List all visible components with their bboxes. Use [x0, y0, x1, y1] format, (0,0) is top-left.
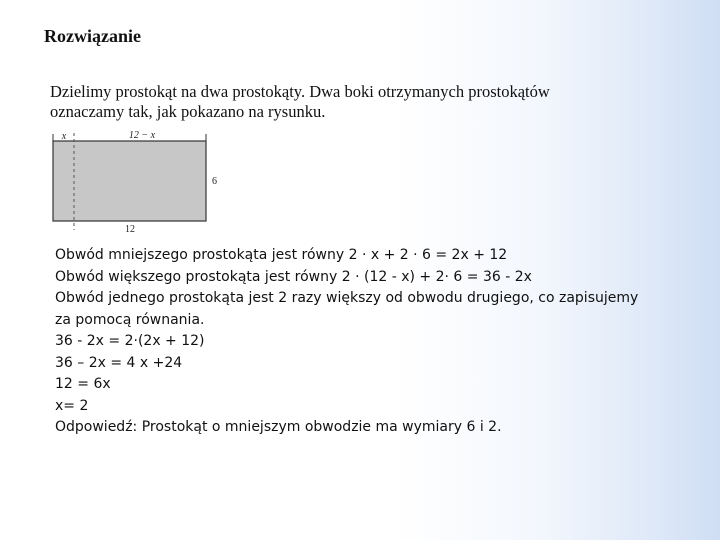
label-x: x [61, 131, 67, 142]
rectangle-diagram [44, 128, 246, 238]
solution-line: Obwód jednego prostokąta jest 2 razy większy od obwodu drugiego, co zapisujemy [55, 290, 639, 306]
page-title: Rozwiązanie [44, 26, 141, 46]
rectangle-figure [44, 128, 246, 238]
solution-line: Obwód mniejszego prostokąta jest równy 2 · x + 2 · 6 = 2x + 12 [55, 247, 508, 263]
intro-line-1: Dzielimy prostokąt na dwa prostokąty. Dwa boki otrzymanych prostokątów [50, 82, 550, 101]
solution-line: x= 2 [55, 397, 89, 414]
solution-text [55, 245, 695, 439]
label-top: 12 − x [128, 130, 156, 141]
intro-text [50, 82, 670, 122]
label-right: 6 [212, 176, 217, 187]
solution-line: 36 - 2x = 2·(2x + 12) [55, 333, 205, 349]
solution-line: Obwód większego prostokąta jest równy 2 · (12 - x) + 2· 6 = 36 - 2x [55, 268, 532, 285]
solution-line: 12 = 6x [55, 376, 111, 392]
big-rectangle [53, 141, 206, 221]
solution-line: Odpowiedź: Prostokąt o mniejszym obwodzie ma wymiary 6 i 2. [55, 419, 502, 435]
label-bottom: 12 [125, 224, 135, 235]
intro-line-2: oznaczamy tak, jak pokazano na rysunku. [50, 102, 326, 121]
solution-line: 36 – 2x = 4 x +24 [55, 354, 183, 371]
solution-line: za pomocą równania. [55, 311, 205, 328]
